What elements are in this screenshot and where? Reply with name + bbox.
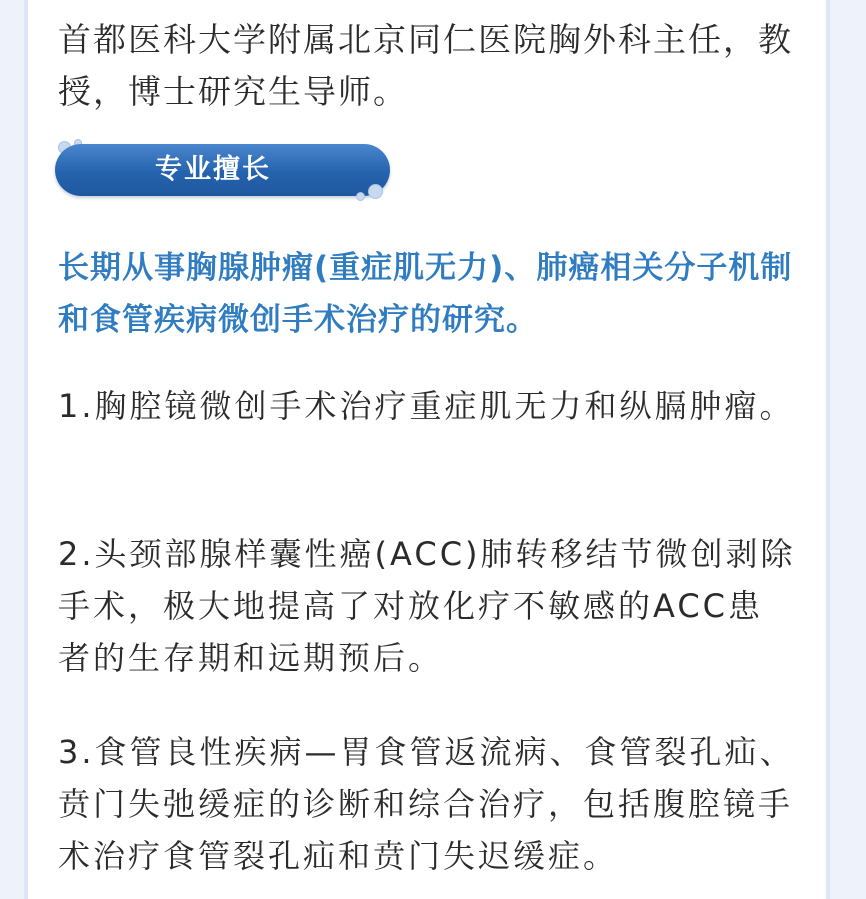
section-label-pill: 专业擅长 — [55, 144, 390, 196]
specialty-item: 3.食管良性疾病—胃食管返流病、食管裂孔疝、贲门失弛缓症的诊断和综合治疗，包括腹腔镜手术治疗食管裂孔疝和贲门失迟缓症。 — [58, 733, 795, 875]
bubble-decoration — [368, 184, 383, 199]
specialty-item: 2.头颈部腺样囊性癌(ACC)肺转移结节微创剥除手术，极大地提高了对放化疗不敏感的ACC患者的生存期和远期预后。 — [58, 535, 796, 677]
section-header — [52, 138, 397, 202]
doctor-title-text: 首都医科大学附属北京同仁医院胸外科主任，教授，博士研究生导师。 — [58, 20, 793, 111]
specialty-summary: 长期从事胸腺肿瘤(重症肌无力)、肺癌相关分子机制和食管疾病微创手术治疗的研究。 — [58, 250, 793, 338]
bubble-decoration — [356, 192, 365, 201]
specialty-item: 1.胸腔镜微创手术治疗重症肌无力和纵膈肿瘤。 — [58, 387, 795, 425]
